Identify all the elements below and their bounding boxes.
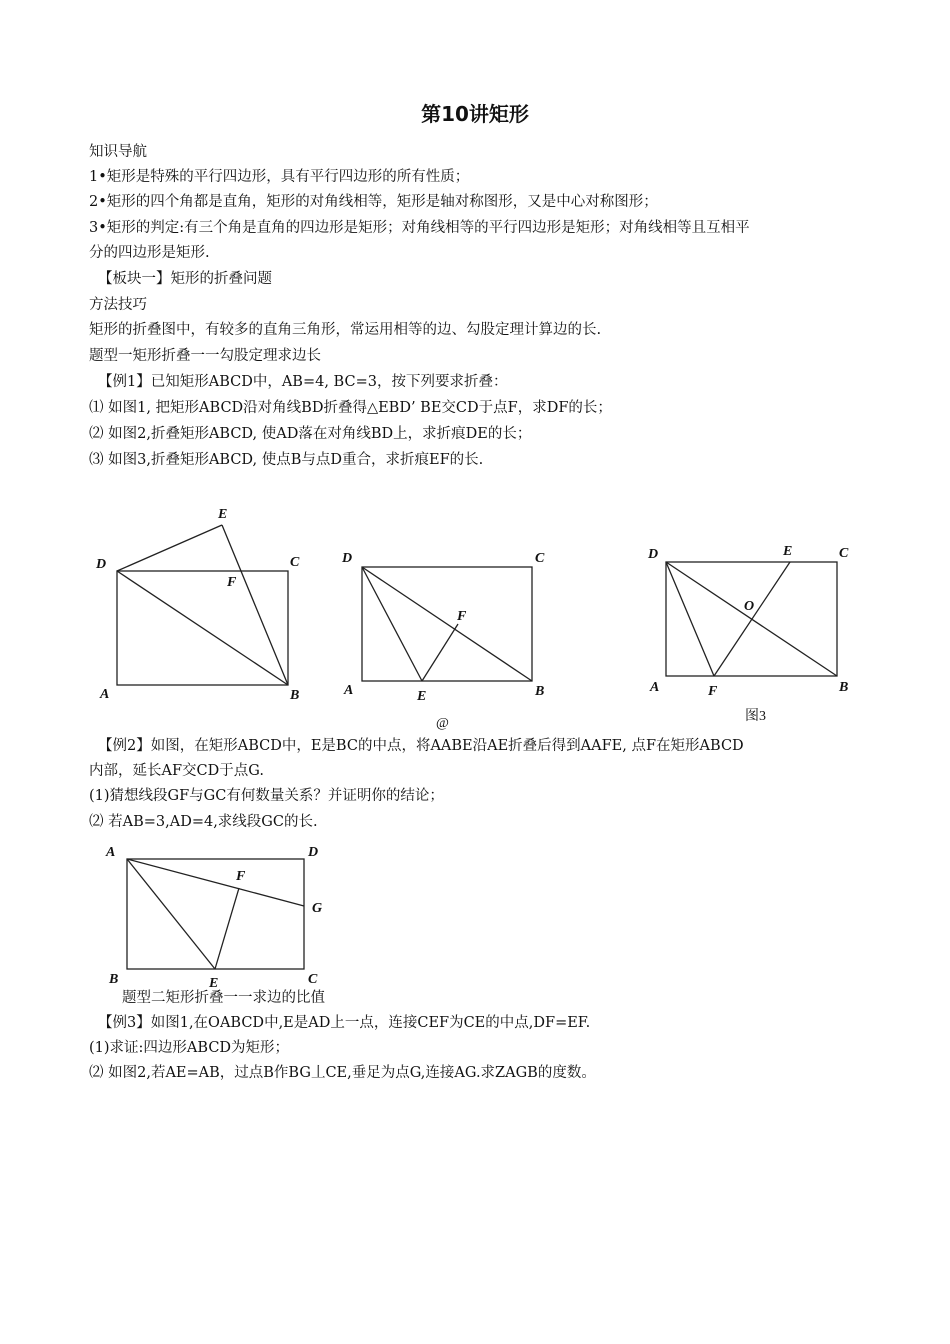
fold-ef [714, 562, 790, 676]
label-c: C [839, 546, 849, 561]
label-a: A [650, 680, 660, 695]
example-2-text: 【例2】如图，在矩形ABCD中，E是BC的中点，将AABE沿AE折叠后得到AAFE, 点F在矩形ABCD [98, 738, 744, 754]
example-3-part-1: (1)求证:四边形ABCD为矩形； [89, 1040, 290, 1056]
diagonal-bd [362, 567, 532, 681]
label-o: O [744, 599, 755, 614]
section-heading-block1: 【板块一】矩形的折叠问题 [98, 271, 272, 287]
example-2-part-2: ⑵ 若AB=3,AD=4,求线段GC的长. [89, 814, 318, 830]
label-b: B [535, 684, 545, 699]
example-1-part-1: ⑴ 如图1, 把矩形ABCD沿对角线BD折叠得△EBD’ BE交CD于点F，求DF的长； [89, 400, 612, 416]
label-c: C [308, 972, 318, 987]
figure-4 [98, 840, 338, 992]
method-text: 矩形的折叠图中，有较多的直角三角形，常运用相等的边、勾股定理计算边的长. [89, 322, 602, 338]
segment-ag [127, 859, 304, 906]
label-d: D [96, 557, 107, 572]
rectangle-abcd [127, 859, 304, 969]
example-3-text: 【例3】如图1,在OABCD中,E是AD上一点，连接CEF为CE的中点,DF=EF. [98, 1015, 591, 1031]
label-f: F [236, 869, 246, 884]
knowledge-point-2: 2•矩形的四个角都是直角，矩形的对角线相等，矩形是轴对称图形，又是中心对称图形； [89, 194, 658, 210]
label-a: A [106, 845, 116, 860]
label-f: F [457, 609, 467, 624]
example-1-text: 【例1】已知矩形ABCD中，AB=4, BC=3，按下列要求折叠： [98, 374, 508, 390]
example-1-part-3: ⑶ 如图3,折叠矩形ABCD, 使点B与点D重合，求折痕EF的长. [89, 452, 484, 468]
fold-de [362, 567, 422, 681]
segment-df [666, 562, 714, 676]
segment-ef [215, 888, 239, 969]
figure-2 [338, 540, 563, 730]
label-c: C [535, 551, 545, 566]
label-d: D [648, 547, 659, 562]
label-d: D [308, 845, 319, 860]
example-3-part-2: ⑵ 如图2,若AE=AB，过点B作BG丄CE,垂足为点G,连接AG.求ZAGB的度数。 [89, 1065, 596, 1081]
label-f: F [227, 575, 237, 590]
example-1-part-2: ⑵ 如图2,折叠矩形ABCD, 使AD落在对角线BD上，求折痕DE的长； [89, 426, 532, 442]
example-2-part-1: (1)猜想线段GF与GC有何数量关系？并证明你的结论； [89, 788, 444, 804]
label-g: G [312, 901, 323, 916]
segment-eb [222, 525, 288, 685]
figure-3 [640, 535, 865, 730]
label-b: B [290, 688, 300, 703]
label-e: E [218, 507, 228, 522]
diagonal-bd [117, 571, 288, 685]
segment-de [117, 525, 222, 571]
figure-caption: @ [436, 716, 449, 730]
section-heading-knowledge: 知识导航 [89, 144, 147, 160]
label-e: E [209, 976, 219, 991]
label-b: B [839, 680, 849, 695]
knowledge-point-3: 3•矩形的判定:有三个角是直角的四边形是矩形；对角线相等的平行四边形是矩形；对角线相等且互相平 [89, 220, 750, 236]
label-e: E [417, 689, 427, 704]
example-2-text-cont: 内部，延长AF交CD于点G. [89, 763, 264, 779]
label-c: C [290, 555, 300, 570]
segment-ae [127, 859, 215, 969]
method-heading: 方法技巧 [89, 297, 147, 313]
label-a: A [344, 683, 354, 698]
knowledge-point-1: 1•矩形是特殊的平行四边形，具有平行四边形的所有性质； [89, 169, 470, 185]
segment-ef [422, 624, 458, 681]
label-d: D [342, 551, 353, 566]
page-title: 第10讲矩形 [421, 102, 529, 126]
figure-caption: 图3 [745, 709, 766, 724]
type-1-heading: 题型一矩形折叠一一勾股定理求边长 [89, 348, 321, 364]
type-2-heading: 题型二矩形折叠一一求边的比值 [122, 990, 325, 1006]
label-e: E [783, 544, 793, 559]
label-f: F [708, 684, 718, 699]
figure-1 [92, 500, 317, 705]
label-a: A [100, 687, 110, 702]
knowledge-point-3-cont: 分的四边形是矩形. [89, 245, 210, 261]
label-b: B [109, 972, 119, 987]
